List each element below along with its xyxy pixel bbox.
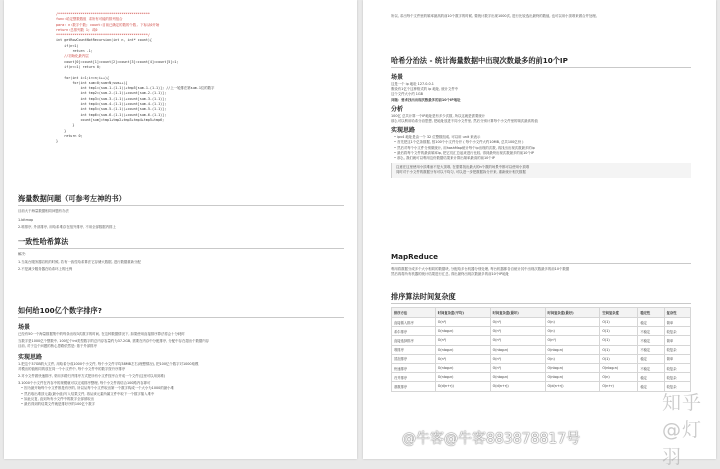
section-sort-complexity [391, 292, 691, 392]
table-cell: 堆排序 [392, 345, 436, 354]
paragraph: 2.对小文件做快速排序, 采用多路归并排序方式把所有小文件按序合并成一个文件(这里可以用到堆) [18, 374, 166, 379]
paragraph: 1.当某台服务器宕机的时候, 若有一致性哈希算法它存储大数据, 进行数据重新分配 [18, 260, 141, 265]
code-line: count[sum]=tmp1+tmp2+tmp3+tmp4+tmp5+tmp6; [56, 117, 165, 122]
table-cell: 较复杂 [664, 373, 690, 382]
table-cell: 直接选择排序 [392, 336, 436, 345]
code-line: return:总排列数 1; 或0 [56, 27, 98, 32]
section-title: 一致性哈希算法 [18, 237, 69, 246]
table-cell: O(nlog₂n) [435, 363, 490, 372]
table-cell: O(n) [545, 318, 600, 327]
code-line: int tmp6=(sum-6-(1-1))+count[sum-6-(1-1)]; [56, 112, 167, 117]
table-cell: O(nlog₂n) [545, 373, 600, 382]
table-cell: O(n²) [490, 327, 545, 336]
table-cell: 较复杂 [664, 363, 690, 372]
table-cell: O(n²) [490, 318, 545, 327]
table-cell: O(n²) [435, 354, 490, 363]
table-cell: 简单 [664, 354, 690, 363]
paragraph: 所以, 求出每个文件里的频率最高的前10个数字的时候, 要统计数字出现1000次, 进行比较选出最终的数值, 也可以用小顶堆来做合并处理。 [391, 14, 600, 18]
table-cell: 简单 [664, 336, 690, 345]
code-line: int tmp2=(sum-2-(1-1))+count[sum-2-(1-1)]; [56, 91, 167, 96]
list-item: • 如此反复, 直到所有小文件中的数字全部被取出 [18, 397, 344, 402]
table-row [392, 354, 691, 363]
table-cell: O(nlog₂n) [545, 363, 600, 372]
list-item: • 然后取出堆顶元素(最小值)写入结果文件, 再从该元素所属文件中取下一个数字插入堆中 [18, 392, 344, 397]
code-line: *********************************************/ [56, 33, 150, 38]
table-cell: O(d(n+r)) [490, 382, 545, 391]
list-item: • 首先把这1个亿条数据, 按100个小文件分开 ( 每个小文件大约10MB, 总共100亿份 ) [391, 140, 691, 145]
table-cell: 较复杂 [664, 345, 690, 354]
table-cell: 稳定 [638, 382, 664, 391]
table-header-row [392, 308, 691, 318]
section-massive-data [18, 194, 344, 231]
divider [18, 205, 344, 206]
table-cell: O(d(n+r)) [435, 382, 490, 391]
list-item: • 因为最开始每个小文件都是有序的, 所以从每个小文件取出第一个数字构成一个大小为1000的最小堆 [18, 386, 344, 391]
table-cell: 快速排序 [392, 363, 436, 372]
table-row [392, 336, 691, 345]
paragraph: 目前大于海量数据相同问题有办法 [18, 209, 69, 213]
list-item: • ipv4 地址是由一个 32 位整数组成, 可以用 unit 来表示 [391, 135, 691, 140]
divider [391, 263, 691, 264]
table-cell: O(nlog₂n) [490, 345, 545, 354]
paragraph: 3.1000个小文件在内存中的规模就可以完成排序整理, 每个小文件再结合100路内存即可 [18, 381, 151, 386]
table-header-cell: 复杂性 [664, 308, 690, 318]
code-line: return -1; [56, 49, 93, 54]
table-cell: O(n) [600, 373, 638, 382]
table-cell: O(n²) [435, 336, 490, 345]
table-cell: 稳定 [638, 373, 664, 382]
table-cell: O(n²) [490, 354, 545, 363]
list-item: • 那么, 我们就可以利用这份数据结果来计算出频率最高的前10个IP [391, 156, 691, 161]
table-row [392, 345, 691, 354]
subsection-title: 场景 [391, 74, 404, 81]
paragraph: 那么可以利用哈希分治思想, 把地址放进不同小文件里, 然后分别计算每个小文件里的频次最高的值 [391, 119, 538, 124]
table-body [392, 318, 691, 392]
code-line: for(int sum=0;sum<N;sum++){ [56, 80, 128, 85]
code-line: int tmp1=(sum-1-(1-1))+tmp5[sum-1-(1-1)]; //上一轮排在第sum-1位的数字 [56, 86, 215, 91]
table-cell: 较复杂 [664, 327, 690, 336]
table-row [392, 382, 691, 391]
table-cell: O(nlog₂n) [545, 345, 600, 354]
table-cell: O(nlog₂n) [490, 373, 545, 382]
section-title: 如何给100亿个数字排序? [18, 306, 102, 315]
paragraph: 已经有50一个海量数据集中的每条出现3次数字的时间, 在这种数据情况下, 如果使用直接排序算法将会十分耗时 [18, 332, 185, 336]
section-intro [391, 14, 691, 19]
table-cell: 稳定 [638, 318, 664, 327]
table-cell: O(d(n+r)) [545, 382, 600, 391]
table-cell: 直接插入排序 [392, 318, 436, 327]
paragraph: 100亿 总共计算一个IP地址是有多少次数, 所以这就是需要统计 [391, 113, 486, 118]
table-header-cell: 时间复杂度(平均) [435, 308, 490, 318]
code-line: int tmp4=(sum-4-(1-1))+count[sum-4-(1-1)]; [56, 102, 167, 107]
section-sort-10b [18, 306, 344, 407]
table-cell: O(1) [600, 327, 638, 336]
table-header-cell: 稳定性 [638, 308, 664, 318]
table-cell: O(1) [600, 354, 638, 363]
table-row [392, 373, 691, 382]
table-cell: O(n²) [435, 318, 490, 327]
paragraph: 注意在这里使用小顶堆而不是大顶堆, 在需要找出最大的n个数的场景中都可以使用小顶堆 [396, 165, 530, 170]
complexity-table [391, 307, 691, 392]
section-title: MapReduce [391, 252, 438, 261]
table-cell: O(n²) [490, 336, 545, 345]
paragraph: 解决： [18, 252, 29, 256]
table-cell: O(nlog₂n) [435, 345, 490, 354]
list-item: • 最后将每个文件的最高频率ip, 把它们汇总起来进行比较, 得到最终出现次数最多的前10个IP [391, 151, 691, 156]
section-title: 排序算法时间复杂度 [391, 292, 456, 301]
paragraph: 同时对于小文件的数据分布可以不均匀, 可以进一步把数据拆分开来, 重新统计相关数据 [396, 170, 526, 175]
subsection-title: 分析 [391, 105, 404, 113]
code-line: return 0; [56, 133, 83, 138]
section-mapreduce [391, 252, 691, 277]
table-cell: 希尔排序 [392, 327, 436, 336]
table-cell: 不稳定 [638, 345, 664, 354]
divider [391, 303, 691, 304]
code-line: } [56, 139, 59, 144]
paragraph: 问题：要求找出出现次数最多的前10个IP地址 [391, 97, 461, 102]
table-cell: O(n) [545, 327, 600, 336]
table-header-cell: 时间复杂度(最坏) [490, 308, 545, 318]
code-line: int getRowCountNotRecursion(int n, int* count){ [56, 38, 152, 43]
table-row [392, 363, 691, 372]
table-cell: O(n²) [545, 336, 600, 345]
paragraph: 这是一个 ip 地址 127.0.0.1 [391, 82, 434, 86]
code-line: for(int i=1;i<=n;i++){ [56, 75, 110, 80]
table-cell: 不稳定 [638, 363, 664, 372]
code-line: //初始化最内层 [56, 54, 89, 59]
table-cell: O(nlog₂n) [600, 363, 638, 372]
paragraph: 利用将数据分成多个大小相同的数据块, 分配给多台机器分别处理, 每台机器都各自统计其中出现次数最多的前10个数据 [391, 267, 570, 271]
table-cell: O(n²) [490, 363, 545, 372]
list-item: • 最后得到的结果文件就是排好序的100亿个数字 [18, 402, 344, 407]
table-cell: O(nlog₂n) [435, 327, 490, 336]
table-cell: O(1) [600, 318, 638, 327]
code-line: int tmp5=(sum-5-(1-1))+count[sum-5-(1-1)]; [56, 107, 167, 112]
table-cell: O(1) [600, 345, 638, 354]
divider [391, 67, 691, 68]
paragraph: 2.不是减少服务器在哈希环上的比例 [18, 267, 73, 272]
callout-box [391, 163, 691, 177]
paragraph: 这个文件大小约 1GB [391, 92, 423, 97]
table-cell: 较复杂 [664, 382, 690, 391]
table-cell: 不稳定 [638, 327, 664, 336]
table-cell: O(1) [600, 336, 638, 345]
table-cell: 冒泡排序 [392, 354, 436, 363]
table-cell: 基数排序 [392, 382, 436, 391]
table-cell: O(n+r) [600, 382, 638, 391]
document-page-left [4, 0, 357, 459]
code-line: } [56, 123, 75, 128]
table-header-cell: 空间复杂度 [600, 308, 638, 318]
code-line: para: n:数字个数; count:目前已确定的数的个数, 下标从0开始 [56, 22, 160, 27]
paragraph: 当数字是1000亿个整数中, 100亿个int类型数字的总内存容量约为37.2GB, 需要在内存中分配排序, 分配中存在超出个数据内存 [18, 339, 210, 344]
paragraph: 2.堆排序, 外部排序, 用哈希堆存在组外排序, 不用全部数据内排上 [18, 225, 116, 230]
divider [18, 317, 344, 318]
paragraph: 1.bitmap [18, 218, 34, 223]
table-cell: 稳定 [638, 354, 664, 363]
code-line: count[0]=count[1]=count[2]=count[3]=count[4]=count[5]=1; [56, 59, 179, 64]
paragraph: 目前, 对于这个问题的核心思路依然是: 基于外部排序 [18, 344, 97, 349]
paragraph: 1.把这个37GB的大文件, 用哈希分成1000个小文件, 每个小文件平均38MB左右(理想情况), 把100亿个数字对1000取模 [18, 361, 199, 366]
subsection-title: 实现思路 [391, 127, 416, 135]
table-cell: 归并排序 [392, 373, 436, 382]
watermark-id: @牛客@牛客883878817号 [402, 431, 581, 447]
table-cell: 简单 [664, 318, 690, 327]
code-line: } [56, 128, 67, 133]
code-line: int tmp3=(sum-3-(1-1))+count[sum-3-(1-1)]; [56, 96, 167, 101]
code-line: /********************************************* [56, 12, 150, 16]
section-hash-divide [391, 56, 691, 180]
divider [18, 248, 344, 249]
table-header-cell: 排序方法 [392, 308, 436, 318]
code-line: if(n<=1) return 0; [56, 64, 101, 69]
subsection-title: 场景 [18, 324, 31, 331]
code-block [56, 12, 296, 144]
section-title: 哈希分治法 - 统计海量数据中出现次数最多的前10个IP [391, 56, 568, 65]
section-title: 海量数据问题（可参考左神的书） [18, 194, 126, 203]
section-consistent-hash [18, 237, 344, 273]
subsection-title: 实现思路 [18, 353, 43, 361]
watermark-zhihu: 知乎 @灯羽 [662, 392, 703, 468]
table-row [392, 318, 691, 327]
paragraph: 对模出的值相同的放在同一个小文件中, 每个小文件中的数字按升序排序 [18, 366, 126, 371]
paragraph: 假设有1亿个这种格式的 ip 地址, 统计文件中 [391, 87, 459, 92]
table-row [392, 327, 691, 336]
table-header-cell: 时间复杂度(最好) [545, 308, 600, 318]
list-item: • 然后对每个小文件分别做统计, 用hashMap统计每个ip出现的次数, 再找出出现次数最多的ip [391, 146, 691, 151]
table-cell: O(nlog₂n) [435, 373, 490, 382]
table-cell: O(n) [545, 354, 600, 363]
code-line: if(n<1) [56, 43, 79, 48]
paragraph: 然后再将所有机器的统计结果进行汇总, 得出最终出现次数最多的前10个IP地址 [391, 272, 510, 277]
table-cell: 不稳定 [638, 336, 664, 345]
code-line: func:给定整数数组 求所有可能的排列组合 [56, 17, 123, 22]
